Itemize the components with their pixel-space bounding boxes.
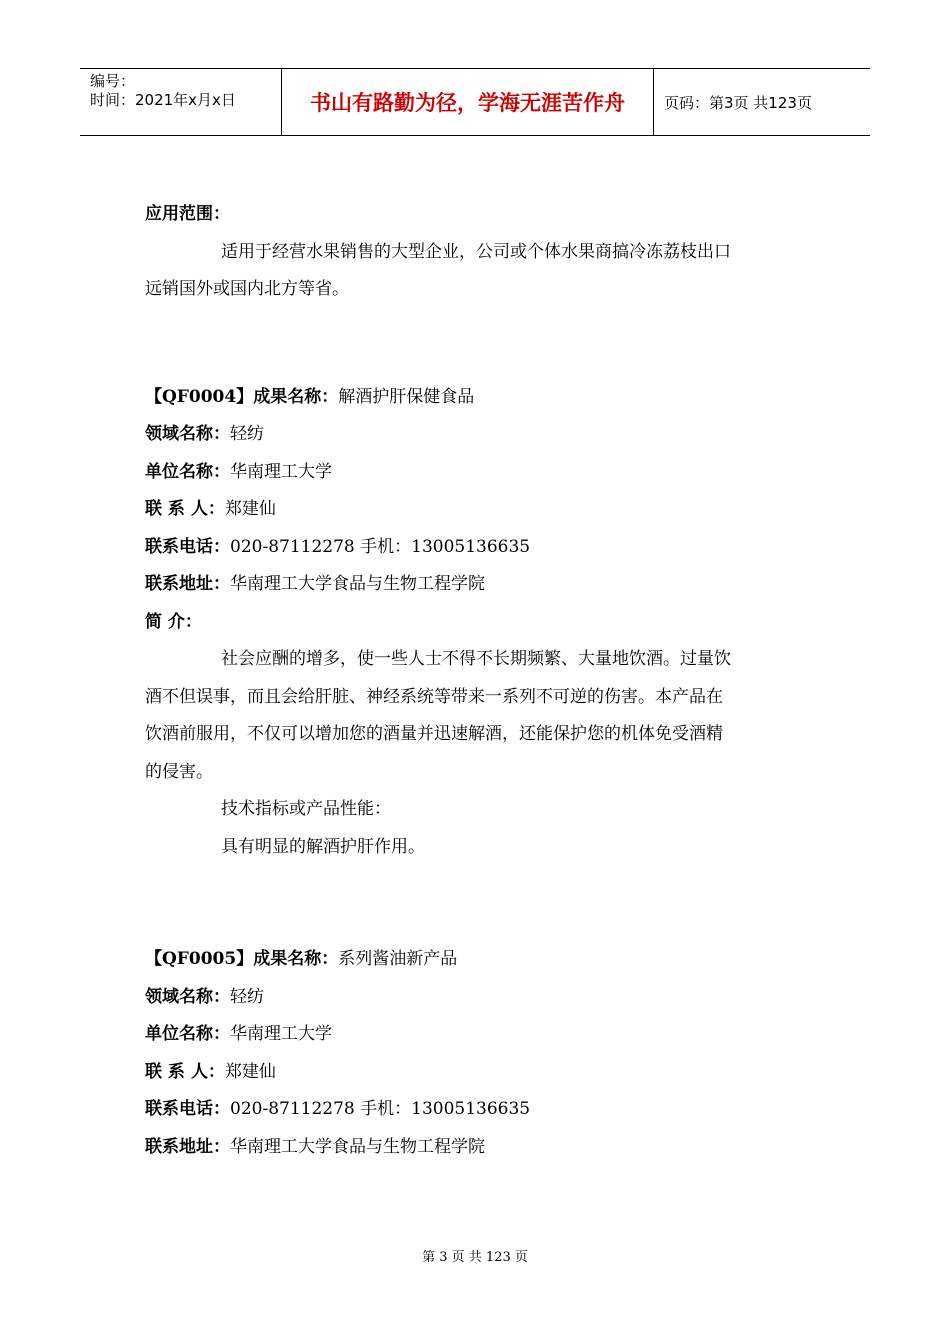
address-label: 联系地址： (145, 1136, 230, 1157)
entry-code: 【QF0004】 (145, 386, 254, 407)
phone-label: 联系电话： (145, 1099, 230, 1119)
page-header (80, 68, 870, 136)
entry-code: 【QF0005】 (145, 949, 254, 969)
contact-value: 郑建仙 (224, 1061, 276, 1082)
field-value: 轻纺 (230, 424, 264, 444)
intro-line: 社会应酬的增多，使一些人士不得不长期频繁、大量地饮酒。过量饮 (221, 649, 731, 669)
contact-value: 郑建仙 (224, 499, 276, 519)
tech-value: 具有明显的解酒护肝作用。 (221, 836, 425, 857)
page-footer: 第 3 页 共 123 页 (422, 1250, 528, 1265)
unit-label: 单位名称： (145, 461, 230, 482)
header-meta (80, 69, 282, 135)
header-page-info: 页码：第3页 共123页 (664, 93, 812, 112)
phone-value: 020-87112278 手机：13005136635 (230, 1099, 531, 1119)
scope-text-line: 远销国外或国内北方等省。 (145, 279, 349, 299)
field-label: 领域名称： (145, 986, 230, 1007)
field-value: 轻纺 (230, 986, 264, 1007)
unit-label: 单位名称： (145, 1024, 230, 1044)
unit-value: 华南理工大学 (230, 461, 332, 482)
header-motto: 书山有路勤为径，学海无涯苦作舟 (282, 69, 654, 135)
intro-line: 饮酒前服用，不仅可以增加您的酒量并迅速解酒，还能保护您的机体免受酒精 (145, 724, 723, 744)
name-label: 成果名称： (253, 949, 339, 969)
intro-line: 的侵害。 (145, 761, 213, 782)
address-value: 华南理工大学食品与生物工程学院 (230, 574, 485, 594)
name-label: 成果名称： (253, 386, 339, 407)
entry-qf0004 (145, 379, 805, 867)
tech-label: 技术指标或产品性能： (221, 799, 391, 819)
doc-time: 时间：2021年x月x日 (90, 91, 236, 109)
unit-value: 华南理工大学 (230, 1024, 332, 1044)
phone-value: 020-87112278 手机：13005136635 (230, 536, 531, 557)
field-label: 领域名称： (145, 424, 230, 444)
address-value: 华南理工大学食品与生物工程学院 (230, 1136, 485, 1157)
achievement-name: 解酒护肝保健食品 (338, 386, 475, 407)
contact-label: 联 系 人： (145, 499, 225, 519)
scope-label: 应用范围： (145, 204, 230, 224)
achievement-name: 系列酱油新产品 (338, 949, 458, 969)
intro-line: 酒不但误事，而且会给肝脏、神经系统等带来一系列不可逆的伤害。本产品在 (145, 686, 723, 707)
address-label: 联系地址： (145, 574, 230, 594)
contact-label: 联 系 人： (145, 1061, 225, 1082)
doc-number-label: 编号： (90, 72, 136, 90)
intro-label: 简 介： (145, 611, 202, 632)
document-body (145, 196, 805, 1166)
scope-text-line: 适用于经营水果销售的大型企业，公司或个体水果商搞冷冻荔枝出口 (221, 241, 731, 262)
phone-label: 联系电话： (145, 536, 230, 557)
entry-qf0005 (145, 941, 805, 1166)
